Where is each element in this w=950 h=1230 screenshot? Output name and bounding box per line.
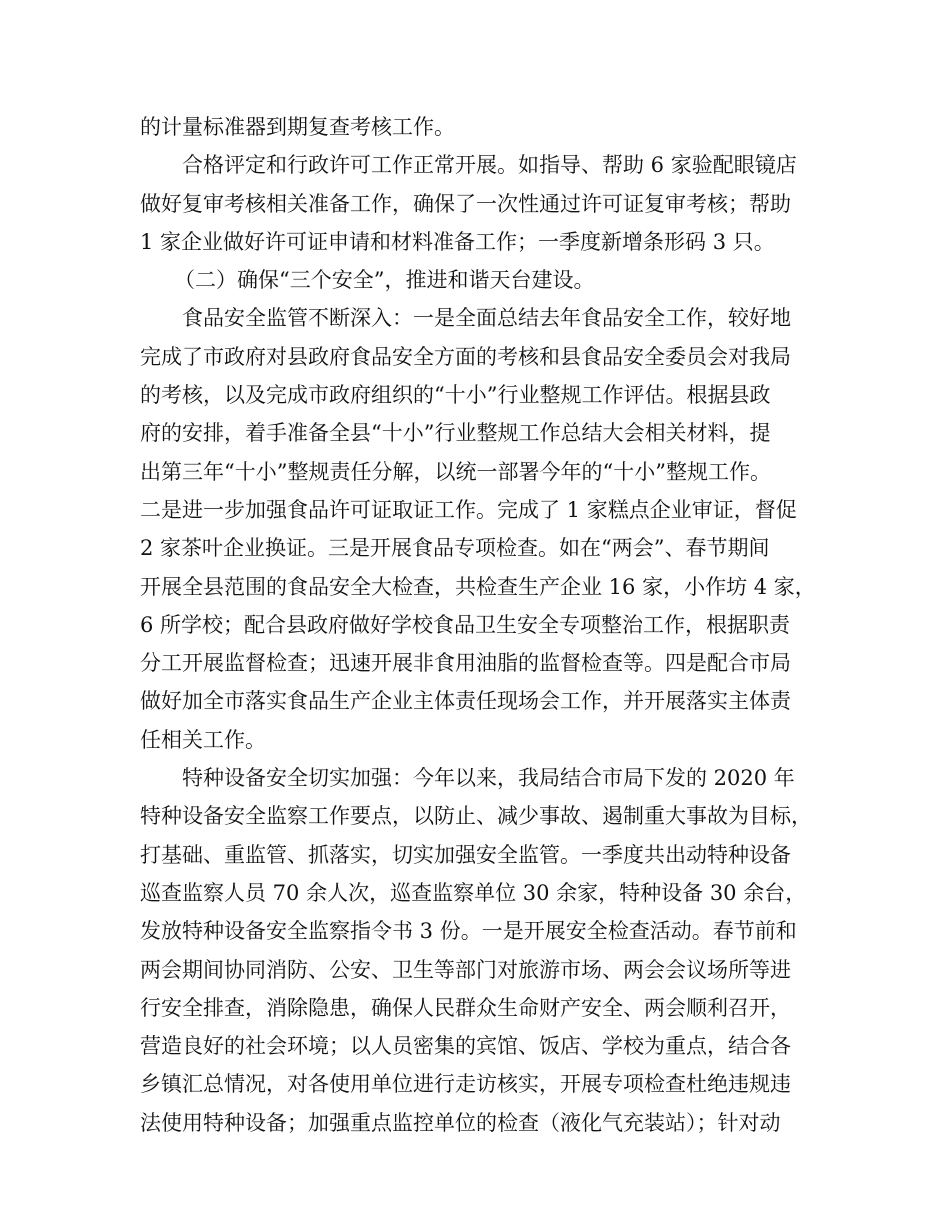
text-line: 完成了市政府对县政府食品安全方面的考核和县食品安全委员会对我局 xyxy=(140,344,791,369)
section-heading: （二）确保“三个安全”，推进和谐天台建设。 xyxy=(174,268,595,293)
text-line: 的计量标准器到期复查考核工作。 xyxy=(140,115,455,139)
text-line: 府的安排，着手准备全县“十小”行业整规工作总结大会相关材料，提 xyxy=(140,421,771,446)
text-line: 6 所学校；配合县政府做好学校食品卫生安全专项整治工作，根据职责 xyxy=(140,612,791,637)
text-line: 法使用特种设备；加强重点监控单位的检查（液化气充装站）；针对动 xyxy=(140,1110,781,1135)
text-line: 两会期间协同消防、公安、卫生等部门对旅游市场、两会会议场所等进 xyxy=(140,957,791,982)
paragraph-start-line: 合格评定和行政许可工作正常开展。如指导、帮助 6 家验配眼镜店 xyxy=(182,153,797,178)
text-line: 巡查监察人员 70 余人次，巡查监察单位 30 余家，特种设备 30 余台， xyxy=(140,880,807,905)
text-line: 特种设备安全监察工作要点，以防止、减少事故、遏制重大事故为目标， xyxy=(140,804,812,829)
text-line: 2 家茶叶企业换证。三是开展食品专项检查。如在“两会”、春节期间 xyxy=(140,536,770,561)
text-line: 营造良好的社会环境；以人员密集的宾馆、饭店、学校为重点，结合各 xyxy=(140,1034,791,1059)
text-line: 打基础、重监管、抓落实，切实加强安全监管。一季度共出动特种设备 xyxy=(140,842,791,867)
text-line: 开展全县范围的食品安全大检查，共检查生产企业 16 家，小作坊 4 家， xyxy=(140,574,816,599)
text-line: 分工开展监督检查；迅速开展非食用油脂的监督检查等。四是配合市局 xyxy=(140,651,791,676)
paragraph-start-line: 食品安全监管不断深入：一是全面总结去年食品安全工作，较好地 xyxy=(182,306,791,331)
text-line: 任相关工作。 xyxy=(140,727,266,752)
document-body xyxy=(140,108,830,1142)
text-line: 发放特种设备安全监察指令书 3 份。一是开展安全检查活动。春节前和 xyxy=(140,919,797,944)
text-line: 行安全排查，消除隐患，确保人民群众生命财产安全、两会顺利召开， xyxy=(140,995,791,1020)
text-line: 的考核，以及完成市政府组织的“十小”行业整规工作评估。根据县政 xyxy=(140,383,771,408)
paragraph-start-line: 特种设备安全切实加强：今年以来，我局结合市局下发的 2020 年 xyxy=(182,766,795,791)
text-line: 乡镇汇总情况，对各使用单位进行走访核实，开展专项检查杜绝违规违 xyxy=(140,1072,791,1097)
text-line: 出第三年“十小”整规责任分解，以统一部署今年的“十小”整规工作。 xyxy=(140,459,771,484)
text-line: 二是进一步加强食品许可证取证工作。完成了 1 家糕点企业审证，督促 xyxy=(140,497,797,522)
text-line: 1 家企业做好许可证申请和材料准备工作；一季度新增条形码 3 只。 xyxy=(140,229,775,254)
text-line: 做好加全市落实食品生产企业主体责任现场会工作，并开展落实主体责 xyxy=(140,689,791,714)
text-line: 做好复审考核相关准备工作，确保了一次性通过许可证复审考核；帮助 xyxy=(140,191,791,216)
